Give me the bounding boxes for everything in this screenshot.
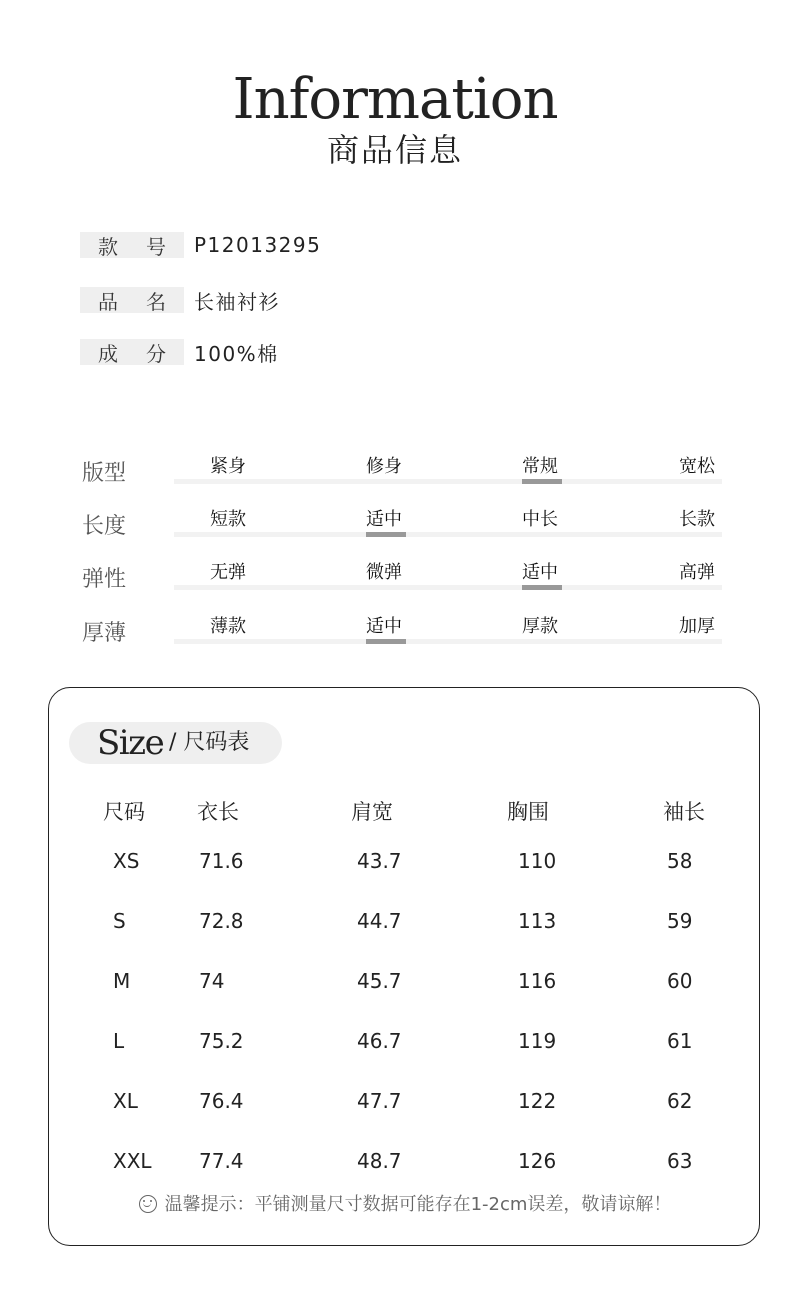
measurement-note [49,1190,761,1216]
size-table-cell: 76.4 [199,1089,244,1113]
size-table-header: 胸围 [507,800,549,824]
size-table-cell: 119 [518,1029,557,1053]
attribute-name: 版型 [82,461,127,486]
attribute-option: 修身 [366,456,402,477]
size-table-cell: 63 [667,1149,693,1173]
attribute-option: 紧身 [210,456,246,477]
attribute-row [82,448,722,488]
info-row-product-name [80,287,280,313]
size-table-cell: 126 [518,1149,557,1173]
smile-icon [139,1195,157,1213]
attribute-track [174,639,722,644]
info-label [80,287,184,313]
size-table-cell: 77.4 [199,1149,244,1173]
attribute-option: 无弹 [210,562,246,583]
info-label [80,232,184,258]
size-heading-word: Size [97,723,164,763]
size-table-cell: XXL [113,1149,152,1173]
size-table-header: 肩宽 [351,800,393,824]
attribute-option: 宽松 [679,456,715,477]
info-value: P12013295 [194,233,322,257]
info-label [80,339,184,365]
attribute-option: 适中 [522,562,558,583]
size-table-cell: 122 [518,1089,557,1113]
info-label-char: 成 [98,341,118,366]
attribute-track [174,479,722,484]
size-table-cell: XL [113,1089,138,1113]
info-value: 100%棉 [194,341,279,366]
size-table-cell: 48.7 [357,1149,402,1173]
attribute-option: 适中 [366,616,402,637]
attribute-selected-marker [522,585,562,590]
attribute-track [174,585,722,590]
size-chart-heading [69,722,282,764]
size-table-header: 衣长 [197,800,239,824]
attribute-option: 短款 [210,509,246,530]
size-table-cell: 43.7 [357,849,402,873]
attribute-row [82,608,722,648]
attribute-selected-marker [366,532,406,537]
info-label-char: 号 [146,234,166,259]
attribute-option: 加厚 [679,616,715,637]
size-table-cell: 60 [667,969,693,993]
attribute-row [82,501,722,541]
attribute-selected-marker [366,639,406,644]
size-table-cell: 113 [518,909,557,933]
size-table-cell: 61 [667,1029,693,1053]
attribute-option: 适中 [366,509,402,530]
size-table-cell: M [113,969,131,993]
size-table-cell: 110 [518,849,557,873]
size-table-cell: 62 [667,1089,693,1113]
size-table-cell: 47.7 [357,1089,402,1113]
size-table-cell: S [113,909,126,933]
size-table-cell: 58 [667,849,693,873]
size-table-cell: 44.7 [357,909,402,933]
attribute-row [82,554,722,594]
attribute-option: 常规 [522,456,558,477]
info-row-material [80,339,279,365]
attribute-option: 厚款 [522,616,558,637]
attribute-option: 薄款 [210,616,246,637]
size-table-cell: L [113,1029,125,1053]
size-table-header: 尺码 [103,800,145,824]
page-title: Information [232,67,558,132]
attribute-name: 厚薄 [82,621,127,646]
info-label-char: 分 [146,341,166,366]
attribute-option: 微弹 [366,562,402,583]
info-row-style-number [80,232,321,258]
attribute-name: 弹性 [82,567,127,592]
attribute-option: 中长 [522,509,558,530]
attribute-track [174,532,722,537]
size-table-cell: 71.6 [199,849,244,873]
attribute-option: 高弹 [679,562,715,583]
size-table-cell: 116 [518,969,557,993]
info-label-char: 款 [98,234,118,259]
size-chart-card [48,687,760,1246]
size-table-cell: 59 [667,909,693,933]
attribute-name: 长度 [82,514,127,539]
note-text: 温馨提示：平铺测量尺寸数据可能存在1-2cm误差，敬请谅解！ [164,1194,672,1215]
page-subtitle: 商品信息 [326,131,463,169]
size-table-cell: 74 [199,969,225,993]
info-label-char: 名 [146,289,166,314]
info-value: 长袖衬衫 [194,289,280,314]
size-heading-subtitle: / 尺码表 [169,730,250,755]
size-table-cell: 46.7 [357,1029,402,1053]
size-table-cell: 72.8 [199,909,244,933]
attribute-option: 长款 [679,509,715,530]
size-table-cell: XS [113,849,140,873]
size-table-cell: 75.2 [199,1029,244,1053]
size-table-header: 袖长 [663,800,705,824]
size-table-cell: 45.7 [357,969,402,993]
info-label-char: 品 [98,289,118,314]
attribute-selected-marker [522,479,562,484]
